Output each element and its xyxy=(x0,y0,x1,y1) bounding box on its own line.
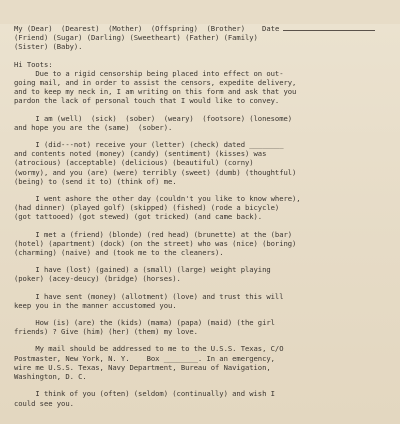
paragraph-ashore xyxy=(14,194,386,222)
weight-line-1: I have (lost) (gained) a (small) (large) weight playing xyxy=(14,265,271,275)
intro-line-1: Hi Toots: xyxy=(14,59,53,69)
paragraph-sent xyxy=(14,292,386,310)
closing-line-2: could see you. xyxy=(14,398,74,408)
paragraph-family xyxy=(14,318,386,336)
received-line-1: I (did---not) receive your (letter) (check) dated ________ xyxy=(14,140,284,150)
paragraph-closing xyxy=(14,389,386,407)
sent-line-2: keep you in the manner accustomed you. xyxy=(14,300,177,310)
met-line-2: (hotel) (apartment) (dock) (on the street) who was (nice) (boring) xyxy=(14,238,297,248)
family-line-1: How (is) (are) the (kids) (mama) (papa) (maid) (the girl xyxy=(14,318,275,328)
intro-line-5: pardon the lack of personal touch that I would like to convey. xyxy=(14,96,280,106)
address-line-3: wire me U.S.S. Texas, Navy Department, Bureau of Navigation, xyxy=(14,362,271,372)
address-line-4: Washington, D. C. xyxy=(14,372,87,382)
weight-line-2: (poker) (acey-deucy) (bridge) (horses). xyxy=(14,274,181,284)
date-blank-line xyxy=(283,24,375,31)
sent-line-1: I have sent (money) (allotment) (love) and trust this will xyxy=(14,291,284,301)
date-label: Date xyxy=(262,24,280,33)
paragraph-letter-received xyxy=(14,140,386,186)
paragraph-health xyxy=(14,114,386,132)
family-line-2: friends) ? Give (him) (her) (them) my love. xyxy=(14,327,198,337)
ashore-line-1: I went ashore the other day (couldn't you like to know where), xyxy=(14,194,301,204)
met-line-3: (charming) (naive) and (took me to the cleaners). xyxy=(14,248,224,258)
met-line-1: I met a (friend) (blonde) (red head) (brunette) at the (bar) xyxy=(14,229,293,239)
received-line-5: (being) to (send it to) (think of) me. xyxy=(14,176,177,186)
letter-form-page xyxy=(0,24,400,424)
address-line-2: Postmaster, New York, N. Y. Box ________. In an emergency, xyxy=(14,353,275,363)
paragraph-address xyxy=(14,344,386,381)
closing-line-1: I think of you (often) (seldom) (continually) and wish I xyxy=(14,389,275,399)
received-line-3: (atrocious) (acceptable) (delicious) (beautiful) (corny) xyxy=(14,158,254,168)
received-line-4: (wormy), and you (are) (were) terribly (sweet) (dumb) (thoughtful) xyxy=(14,167,297,177)
paragraph-intro xyxy=(14,60,386,106)
ashore-line-2: (had dinner) (played golf) (skipped) (fished) (rode a bicycle) xyxy=(14,203,280,213)
received-line-2: and contents noted (money) (candy) (sentiment) (kisses) was xyxy=(14,149,267,159)
salutation-line-2: (Friend) (Sugar) (Darling) (Sweetheart) (Father) (Family) xyxy=(14,33,258,43)
paragraph-met xyxy=(14,230,386,258)
salutation-line-3: (Sister) (Baby). xyxy=(14,42,83,52)
paragraph-weight xyxy=(14,265,386,283)
intro-line-3: going mail, and in order to assist the censors, expedite delivery, xyxy=(14,78,297,88)
health-line-2: and hope you are the (same) (sober). xyxy=(14,122,173,132)
intro-line-2: Due to a rigid censorship being placed into effect on out- xyxy=(14,68,284,78)
address-line-1: My mail should be addressed to me to the U.S.S. Texas, C/O xyxy=(14,344,284,354)
salutation-line-1: My (Dear) (Dearest) (Mother) (Offspring) (Brother) xyxy=(14,24,245,33)
intro-line-4: and to keep my neck in, I am writing on this form and ask that you xyxy=(14,87,297,97)
health-line-1: I am (well) (sick) (sober) (weary) (footsore) (lonesome) xyxy=(14,113,293,123)
date-field xyxy=(262,24,375,33)
ashore-line-3: (got tattooed) (got stewed) (got tricked) (and came back). xyxy=(14,212,263,222)
